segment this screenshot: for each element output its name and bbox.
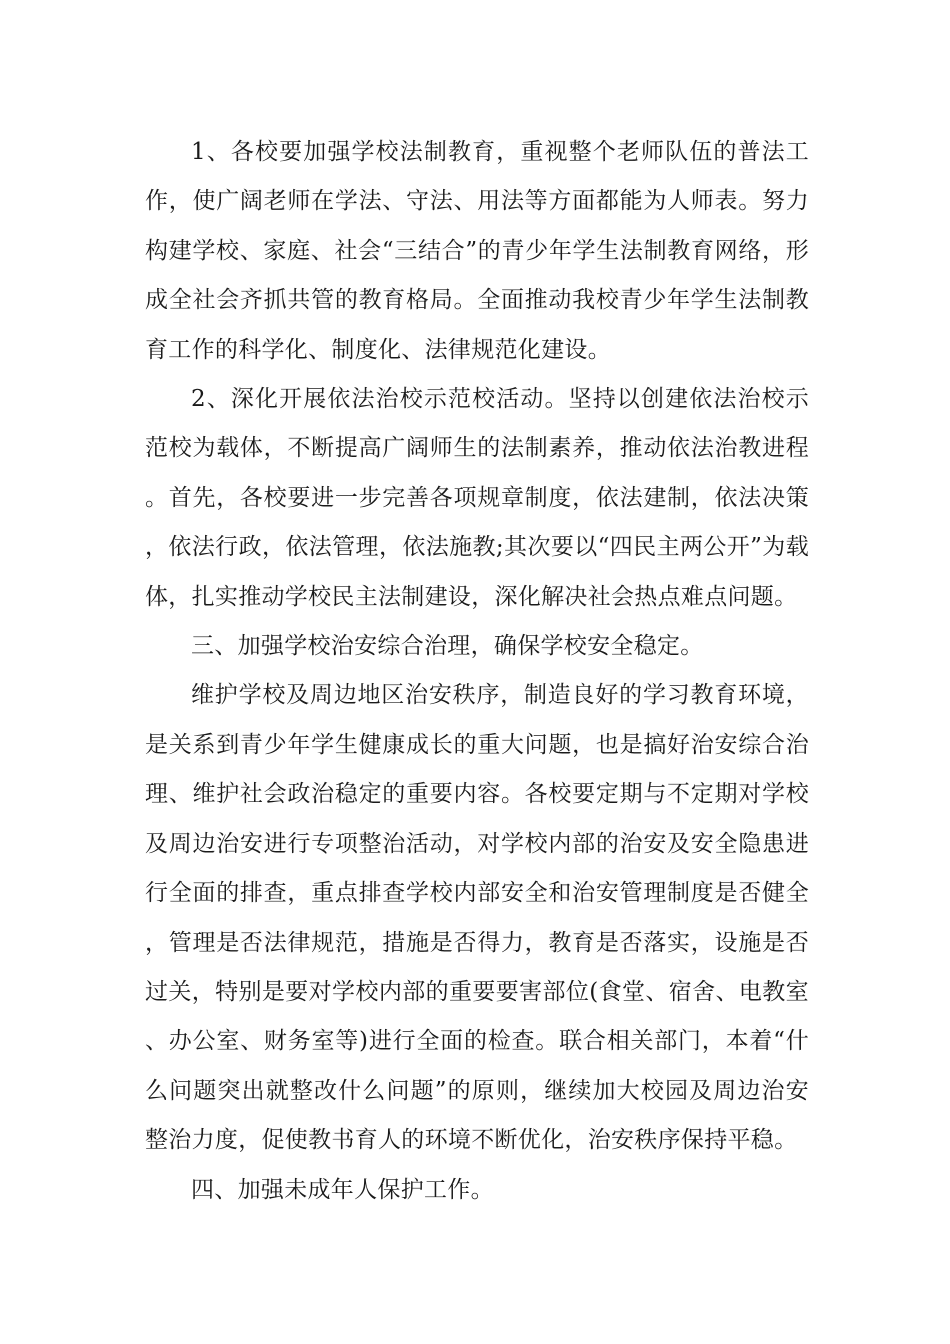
document-body — [145, 128, 809, 1215]
section-heading-security: 三、加强学校治安综合治理，确保学校安全稳定。 — [191, 633, 704, 660]
paragraph-legal-education: 1、各校要加强学校法制教育，重视整个老师队伍的普法工作，使广阔老师在学法、守法、用法等方面都能为人师表。努力构建学校、家庭、社会“三结合”的青少年学生法制教育网络，形成全社会齐抓共管的教育格局。全面推动我校青少年学生法制教育工作的科学化、制度化、法律规范化建设。 — [145, 139, 809, 363]
paragraph-security-management: 维护学校及周边地区治安秩序，制造良好的学习教育环境，是关系到青少年学生健康成长的重大问题，也是搞好治安综合治理、维护社会政治稳定的重要内容。各校要定期与不定期对学校及周边治安进行专项整治活动，对学校内部的治安及安全隐患进行全面的排查，重点排查学校内部安全和治安管理制度是否健全，管理是否法律规范，措施是否得力，教育是否落实，设施是否过关，特别是要对学校内部的重要要害部位(食堂、宿舍、电教室、办公室、财务室等)进行全面的检查。联合相关部门，本着“什么问题突出就整改什么问题”的原则，继续加大校园及周边治安整治力度，促使教书育人的环境不断优化，治安秩序保持平稳。 — [145, 682, 809, 1154]
section-heading-minor-protection: 四、加强未成年人保护工作。 — [191, 1176, 494, 1203]
paragraph-rule-of-law-school: 2、深化开展依法治校示范校活动。坚持以创建依法治校示范校为载体，不断提高广阔师生的法制素养，推动依法治教进程。首先，各校要进一步完善各项规章制度，依法建制，依法决策，依法行政，依法管理，依法施教;其次要以“四民主两公开”为载体，扎实推动学校民主法制建设，深化解决社会热点难点问题。 — [145, 386, 809, 610]
